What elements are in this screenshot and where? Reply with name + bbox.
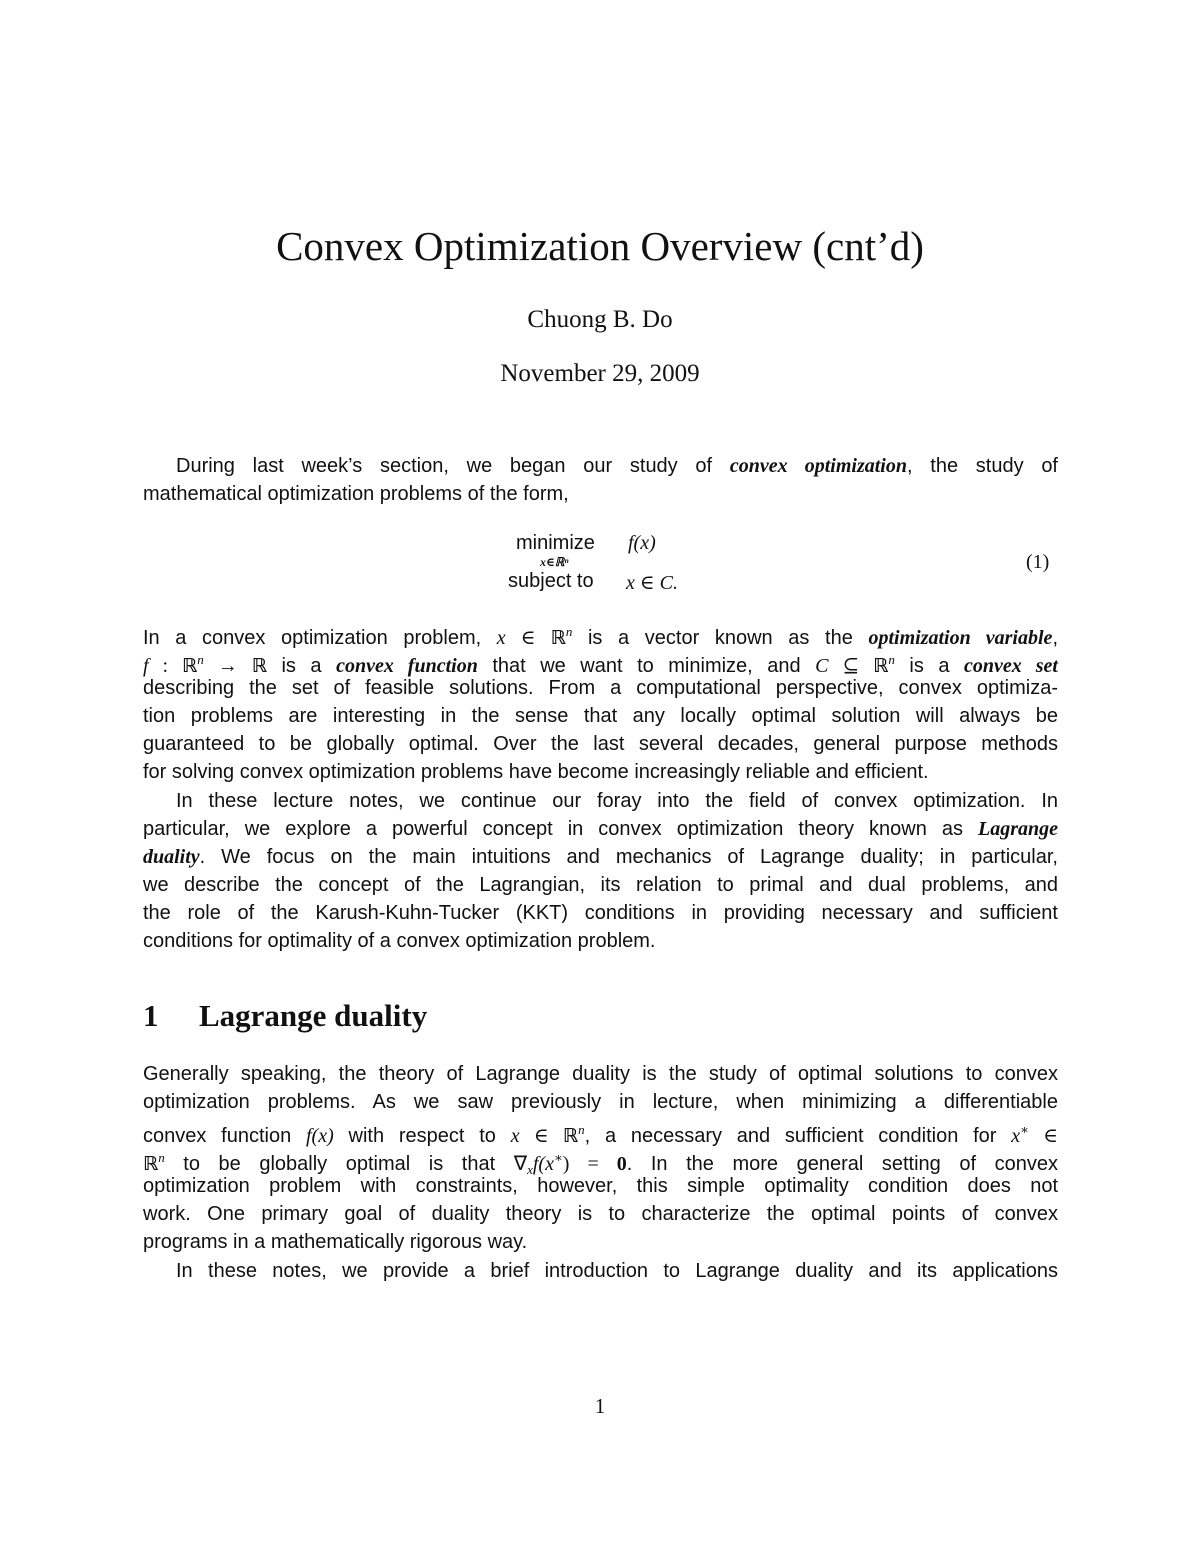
math-x: x	[496, 627, 506, 649]
term-convex-optimization: convex optimization	[729, 455, 907, 477]
math-f: f	[143, 655, 149, 677]
math-sup: n	[197, 652, 204, 667]
para2-line-1: In these lecture notes, we continue our foray into the field of convex optimization. In	[176, 790, 1058, 812]
math-sup: n	[158, 1150, 165, 1165]
math-fx: f(x	[532, 1153, 554, 1175]
term-convex-set: convex set	[964, 655, 1058, 677]
math-R: ℝ	[873, 655, 889, 677]
para2-line-6: conditions for optimality of a convex optimization problem.	[143, 930, 656, 952]
text: In a convex optimization problem,	[143, 627, 497, 649]
math-in: ∈	[519, 1125, 563, 1147]
date: November 29, 2009	[500, 360, 700, 387]
text: . In the more general setting of convex	[626, 1153, 1058, 1175]
para2-line-4: we describe the concept of the Lagrangian, its relation to primal and dual problems, and	[143, 874, 1058, 896]
math-in: ∈	[1028, 1125, 1059, 1147]
section-title: Lagrange duality	[199, 998, 428, 1033]
text: . We focus on the main intuitions and mechanics of Lagrange duality; in particular,	[199, 846, 1058, 868]
para2-line-3	[143, 843, 1058, 871]
text: ,	[1052, 627, 1058, 649]
para1-line-3: describing the set of feasible solutions. From a computational perspective, convex optimiza-	[143, 677, 1058, 699]
math-in: ∈	[505, 627, 551, 649]
eq-subject-to: subject to	[508, 570, 594, 592]
math-sup: n	[565, 624, 573, 639]
section-number: 1	[143, 998, 159, 1033]
math-arrow: →	[203, 655, 252, 677]
term-optimization-variable: optimization variable	[868, 627, 1053, 649]
math-subseteq: ⊆	[828, 655, 874, 677]
term-duality: duality	[143, 846, 200, 868]
math-C: C	[815, 655, 829, 677]
para1-line-4: tion problems are interesting in the sense that any locally optimal solution will always be	[143, 705, 1058, 727]
eq-minimize: minimize	[516, 532, 595, 554]
para3-line-1: Generally speaking, the theory of Lagrange duality is the study of optimal solutions to convex	[143, 1063, 1058, 1085]
page-number: 1	[594, 1394, 606, 1418]
math-R: ℝ	[251, 655, 267, 677]
math-fx: f(x)	[305, 1125, 334, 1147]
para3-line-2: optimization problems. As we saw previously in lecture, when minimizing a differentiable	[143, 1091, 1058, 1113]
intro-line-1	[176, 452, 1058, 480]
math-zero: 0	[616, 1153, 627, 1175]
math-x: x	[1011, 1125, 1021, 1147]
math-x: x	[510, 1125, 520, 1147]
para3-line-5: optimization problem with constraints, however, this simple optimality condition does not	[143, 1175, 1058, 1197]
text: convex function	[143, 1125, 306, 1147]
para4-line-1: In these notes, we provide a brief introduction to Lagrange duality and its applications	[176, 1260, 1058, 1282]
eq-objective: f(x)	[628, 532, 656, 554]
math-eq: ) =	[562, 1153, 617, 1175]
para1-line-5: guaranteed to be globally optimal. Over the last several decades, general purpose methods	[143, 733, 1058, 755]
math-sub: x	[527, 1162, 533, 1177]
text: is a	[894, 655, 965, 677]
text: to be globally optimal is that ∇	[164, 1153, 528, 1175]
para1-line-1	[143, 618, 1058, 649]
math-sup: n	[888, 652, 895, 667]
author: Chuong B. Do	[527, 306, 673, 333]
text: is a vector known as the	[572, 627, 869, 649]
para2-line-5: the role of the Karush-Kuhn-Tucker (KKT) conditions in providing necessary and sufficient	[143, 902, 1058, 924]
math-R: ℝ	[550, 627, 566, 649]
math-R: ℝ	[562, 1125, 579, 1147]
eq-constraint: x ∈ C.	[626, 572, 679, 594]
math-star: ∗	[553, 1150, 563, 1165]
intro-text: During last week’s section, we began our study of	[176, 455, 730, 477]
para3-line-4	[143, 1144, 1058, 1177]
para3-line-7: programs in a mathematically rigorous way.	[143, 1231, 528, 1253]
math-sup: n	[578, 1122, 585, 1137]
section-heading	[143, 998, 427, 1034]
term-convex-function: convex function	[336, 655, 478, 677]
eq-under: x∈ℝⁿ	[540, 555, 569, 569]
para3-line-3	[143, 1116, 1059, 1147]
para2-line-2	[143, 815, 1058, 843]
para1-line-6: for solving convex optimization problems have become increasingly reliable and efficient.	[143, 761, 929, 783]
math-colon: :	[148, 655, 183, 677]
intro-line-2: mathematical optimization problems of the form,	[143, 483, 569, 505]
intro-text: , the study of	[906, 455, 1058, 477]
math-R: ℝ	[182, 655, 198, 677]
para1-line-2	[143, 646, 1058, 677]
text: particular, we explore a powerful concept in convex optimization theory known as	[143, 818, 978, 840]
text: with respect to	[333, 1125, 511, 1147]
math-R: ℝ	[143, 1153, 159, 1175]
text: , a necessary and sufficient condition for	[584, 1125, 1012, 1147]
paper-title: Convex Optimization Overview (cnt’d)	[276, 223, 924, 269]
text: is a	[266, 655, 337, 677]
eq-number: (1)	[1026, 551, 1050, 573]
term-lagrange: Lagrange	[978, 818, 1058, 840]
para3-line-6: work. One primary goal of duality theory is to characterize the optimal points of convex	[143, 1203, 1058, 1225]
math-star: ∗	[1020, 1122, 1029, 1137]
text: that we want to minimize, and	[477, 655, 816, 677]
